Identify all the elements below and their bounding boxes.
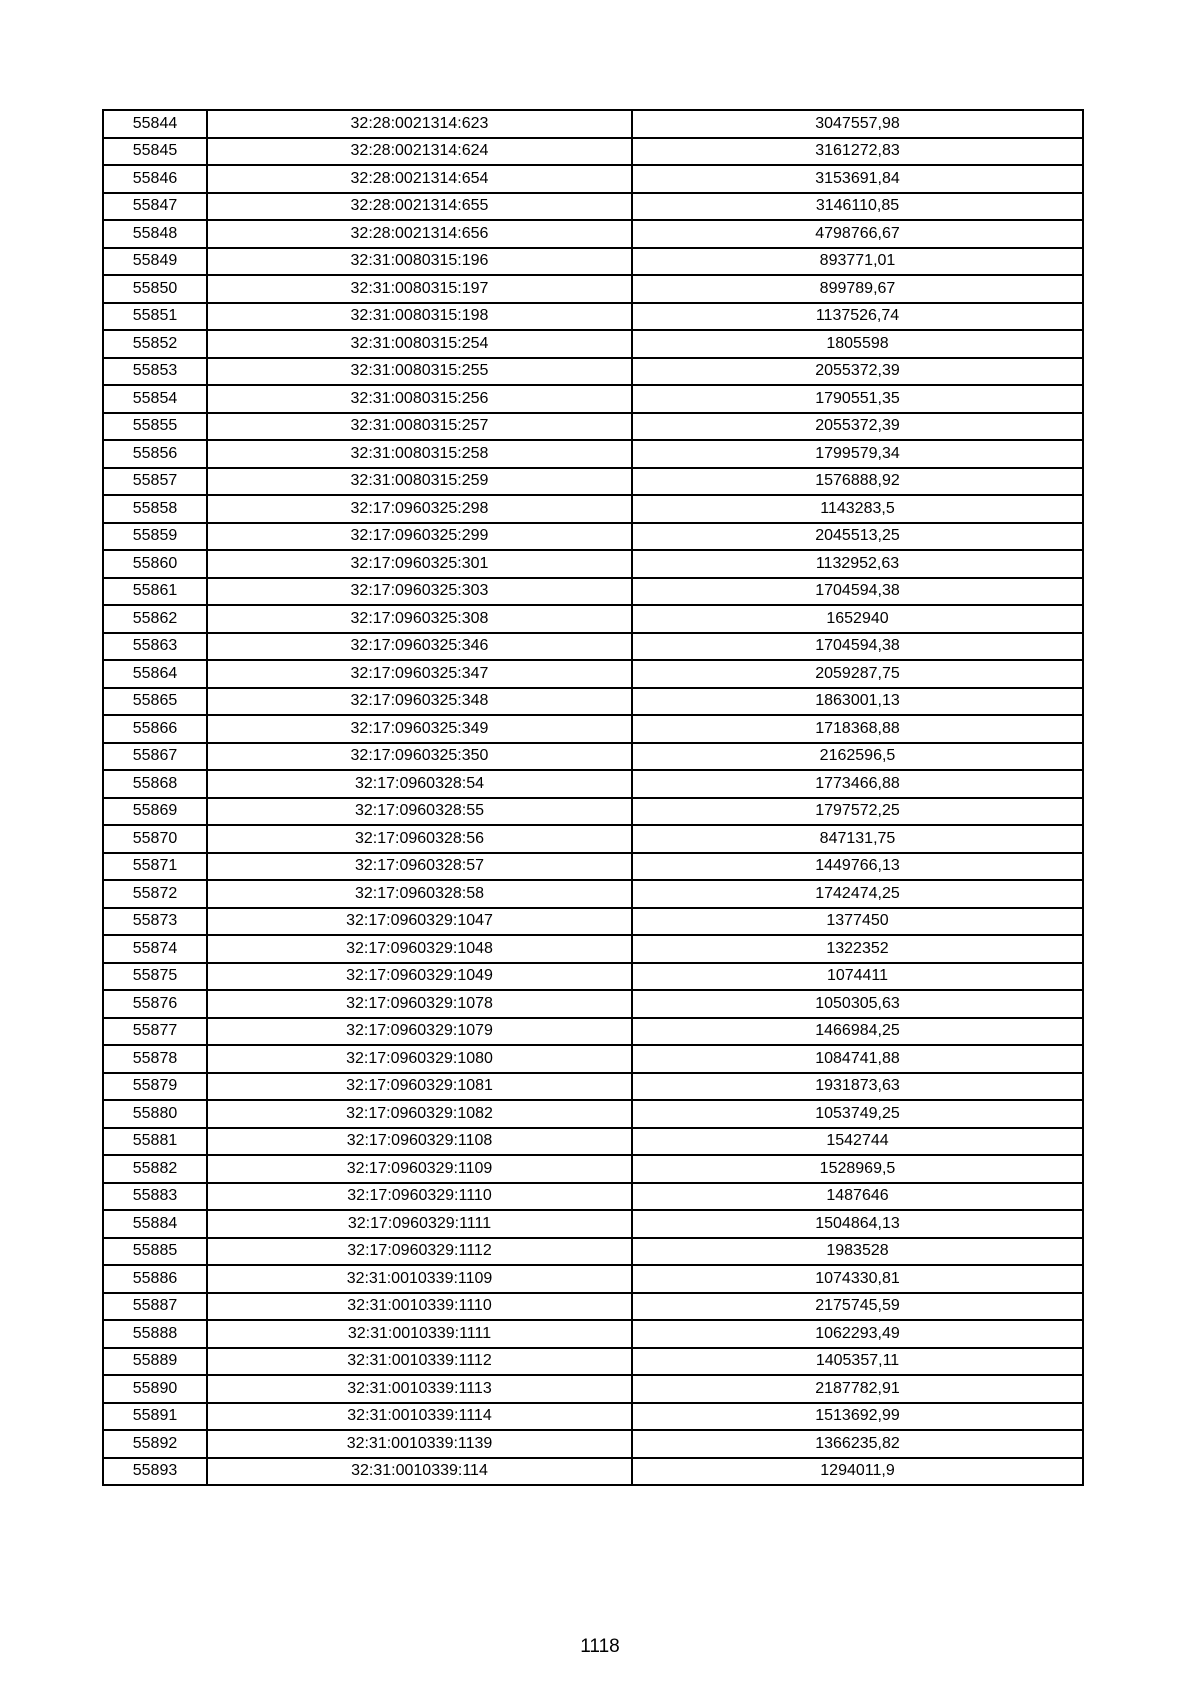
- cadastral-value-cell: 3153691,84: [632, 165, 1083, 193]
- row-number-cell: 55851: [103, 303, 207, 331]
- table-row: [103, 1265, 1083, 1293]
- row-number-cell: 55891: [103, 1403, 207, 1431]
- cadastral-value-cell: 1513692,99: [632, 1403, 1083, 1431]
- table-row: [103, 990, 1083, 1018]
- row-number-cell: 55846: [103, 165, 207, 193]
- row-number-cell: 55859: [103, 523, 207, 551]
- row-number-cell: 55863: [103, 633, 207, 661]
- cadastral-number-cell: 32:17:0960329:1047: [207, 908, 632, 936]
- cadastral-number-cell: 32:17:0960328:56: [207, 825, 632, 853]
- table-row: [103, 1073, 1083, 1101]
- cadastral-number-cell: 32:17:0960329:1109: [207, 1155, 632, 1183]
- table-row: [103, 853, 1083, 881]
- row-number-cell: 55856: [103, 440, 207, 468]
- cadastral-number-cell: 32:17:0960328:57: [207, 853, 632, 881]
- cadastral-number-cell: 32:17:0960325:349: [207, 715, 632, 743]
- cadastral-number-cell: 32:17:0960329:1082: [207, 1100, 632, 1128]
- cadastral-number-cell: 32:17:0960328:58: [207, 880, 632, 908]
- cadastral-number-cell: 32:31:0080315:198: [207, 303, 632, 331]
- cadastral-number-cell: 32:17:0960329:1080: [207, 1045, 632, 1073]
- table-row: [103, 193, 1083, 221]
- row-number-cell: 55845: [103, 138, 207, 166]
- table-row: [103, 825, 1083, 853]
- cadastral-number-cell: 32:31:0080315:254: [207, 330, 632, 358]
- cadastral-value-cell: 1773466,88: [632, 770, 1083, 798]
- row-number-cell: 55855: [103, 413, 207, 441]
- row-number-cell: 55844: [103, 110, 207, 138]
- table-row: [103, 1183, 1083, 1211]
- table-row: [103, 413, 1083, 441]
- cadastral-value-cell: 1449766,13: [632, 853, 1083, 881]
- cadastral-value-cell: 2162596,5: [632, 743, 1083, 771]
- table-row: [103, 440, 1083, 468]
- cadastral-number-cell: 32:28:0021314:623: [207, 110, 632, 138]
- table-row: [103, 1375, 1083, 1403]
- cadastral-value-cell: 1366235,82: [632, 1430, 1083, 1458]
- cadastral-value-cell: 3047557,98: [632, 110, 1083, 138]
- cadastral-number-cell: 32:31:0010339:1111: [207, 1320, 632, 1348]
- cadastral-number-cell: 32:31:0010339:114: [207, 1458, 632, 1486]
- row-number-cell: 55848: [103, 220, 207, 248]
- cadastral-value-cell: 2059287,75: [632, 660, 1083, 688]
- cadastral-value-cell: 893771,01: [632, 248, 1083, 276]
- cadastral-value-cell: 1576888,92: [632, 468, 1083, 496]
- row-number-cell: 55892: [103, 1430, 207, 1458]
- cadastral-number-cell: 32:17:0960325:301: [207, 550, 632, 578]
- table-row: [103, 330, 1083, 358]
- row-number-cell: 55887: [103, 1293, 207, 1321]
- cadastral-value-cell: 1931873,63: [632, 1073, 1083, 1101]
- cadastral-number-cell: 32:31:0080315:259: [207, 468, 632, 496]
- cadastral-number-cell: 32:17:0960325:298: [207, 495, 632, 523]
- cadastral-value-cell: 1143283,5: [632, 495, 1083, 523]
- cadastral-value-cell: 1790551,35: [632, 385, 1083, 413]
- row-number-cell: 55889: [103, 1348, 207, 1376]
- table-row: [103, 248, 1083, 276]
- table-row: [103, 165, 1083, 193]
- cadastral-value-cell: 1704594,38: [632, 578, 1083, 606]
- cadastral-value-cell: 1137526,74: [632, 303, 1083, 331]
- cadastral-value-cell: 1294011,9: [632, 1458, 1083, 1486]
- row-number-cell: 55878: [103, 1045, 207, 1073]
- cadastral-value-cell: 2187782,91: [632, 1375, 1083, 1403]
- cadastral-number-cell: 32:17:0960329:1111: [207, 1210, 632, 1238]
- table-row: [103, 1018, 1083, 1046]
- row-number-cell: 55888: [103, 1320, 207, 1348]
- cadastral-value-table: [102, 109, 1084, 1486]
- cadastral-number-cell: 32:17:0960328:54: [207, 770, 632, 798]
- cadastral-number-cell: 32:17:0960329:1078: [207, 990, 632, 1018]
- table-body: [103, 110, 1083, 1485]
- cadastral-number-cell: 32:17:0960329:1079: [207, 1018, 632, 1046]
- row-number-cell: 55867: [103, 743, 207, 771]
- row-number-cell: 55868: [103, 770, 207, 798]
- cadastral-value-cell: 1050305,63: [632, 990, 1083, 1018]
- table-row: [103, 880, 1083, 908]
- row-number-cell: 55884: [103, 1210, 207, 1238]
- row-number-cell: 55879: [103, 1073, 207, 1101]
- cadastral-value-cell: 1797572,25: [632, 798, 1083, 826]
- table-row: [103, 770, 1083, 798]
- table-row: [103, 1128, 1083, 1156]
- page-number: 1118: [580, 1636, 620, 1657]
- row-number-cell: 55890: [103, 1375, 207, 1403]
- cadastral-number-cell: 32:17:0960325:347: [207, 660, 632, 688]
- cadastral-value-cell: 1742474,25: [632, 880, 1083, 908]
- cadastral-number-cell: 32:17:0960328:55: [207, 798, 632, 826]
- cadastral-number-cell: 32:28:0021314:656: [207, 220, 632, 248]
- cadastral-number-cell: 32:17:0960325:308: [207, 605, 632, 633]
- cadastral-number-cell: 32:17:0960325:348: [207, 688, 632, 716]
- table-row: [103, 1155, 1083, 1183]
- cadastral-value-cell: 1805598: [632, 330, 1083, 358]
- cadastral-number-cell: 32:28:0021314:655: [207, 193, 632, 221]
- cadastral-number-cell: 32:31:0080315:196: [207, 248, 632, 276]
- cadastral-value-cell: 1053749,25: [632, 1100, 1083, 1128]
- cadastral-value-cell: 1487646: [632, 1183, 1083, 1211]
- row-number-cell: 55865: [103, 688, 207, 716]
- cadastral-number-cell: 32:17:0960329:1112: [207, 1238, 632, 1266]
- cadastral-value-cell: 1718368,88: [632, 715, 1083, 743]
- row-number-cell: 55866: [103, 715, 207, 743]
- cadastral-value-cell: 1983528: [632, 1238, 1083, 1266]
- cadastral-value-cell: 1074411: [632, 963, 1083, 991]
- cadastral-value-cell: 3146110,85: [632, 193, 1083, 221]
- cadastral-value-cell: 899789,67: [632, 275, 1083, 303]
- table-row: [103, 798, 1083, 826]
- row-number-cell: 55885: [103, 1238, 207, 1266]
- cadastral-number-cell: 32:17:0960329:1081: [207, 1073, 632, 1101]
- cadastral-number-cell: 32:31:0010339:1113: [207, 1375, 632, 1403]
- cadastral-number-cell: 32:31:0080315:197: [207, 275, 632, 303]
- row-number-cell: 55849: [103, 248, 207, 276]
- row-number-cell: 55873: [103, 908, 207, 936]
- table-row: [103, 468, 1083, 496]
- cadastral-value-cell: 3161272,83: [632, 138, 1083, 166]
- row-number-cell: 55893: [103, 1458, 207, 1486]
- table-row: [103, 1348, 1083, 1376]
- row-number-cell: 55862: [103, 605, 207, 633]
- cadastral-value-cell: 2055372,39: [632, 413, 1083, 441]
- cadastral-value-cell: 1528969,5: [632, 1155, 1083, 1183]
- cadastral-value-cell: 1542744: [632, 1128, 1083, 1156]
- table-row: [103, 633, 1083, 661]
- row-number-cell: 55872: [103, 880, 207, 908]
- table-row: [103, 220, 1083, 248]
- cadastral-number-cell: 32:31:0010339:1114: [207, 1403, 632, 1431]
- table-row: [103, 1045, 1083, 1073]
- table-row: [103, 743, 1083, 771]
- table-row: [103, 908, 1083, 936]
- cadastral-number-cell: 32:31:0080315:256: [207, 385, 632, 413]
- cadastral-number-cell: 32:31:0080315:257: [207, 413, 632, 441]
- cadastral-value-cell: 1504864,13: [632, 1210, 1083, 1238]
- table-row: [103, 495, 1083, 523]
- row-number-cell: 55857: [103, 468, 207, 496]
- row-number-cell: 55858: [103, 495, 207, 523]
- table-row: [103, 963, 1083, 991]
- table-row: [103, 1100, 1083, 1128]
- cadastral-number-cell: 32:31:0010339:1112: [207, 1348, 632, 1376]
- row-number-cell: 55847: [103, 193, 207, 221]
- cadastral-value-cell: 2045513,25: [632, 523, 1083, 551]
- row-number-cell: 55874: [103, 935, 207, 963]
- row-number-cell: 55882: [103, 1155, 207, 1183]
- table-row: [103, 275, 1083, 303]
- cadastral-number-cell: 32:28:0021314:624: [207, 138, 632, 166]
- cadastral-value-cell: 4798766,67: [632, 220, 1083, 248]
- table-row: [103, 578, 1083, 606]
- table-row: [103, 660, 1083, 688]
- row-number-cell: 55869: [103, 798, 207, 826]
- cadastral-value-cell: 1074330,81: [632, 1265, 1083, 1293]
- cadastral-value-cell: 1405357,11: [632, 1348, 1083, 1376]
- table-row: [103, 935, 1083, 963]
- cadastral-number-cell: 32:17:0960325:350: [207, 743, 632, 771]
- row-number-cell: 55886: [103, 1265, 207, 1293]
- table-row: [103, 715, 1083, 743]
- cadastral-value-cell: 1377450: [632, 908, 1083, 936]
- table-row: [103, 523, 1083, 551]
- table-row: [103, 1293, 1083, 1321]
- table-row: [103, 385, 1083, 413]
- table-row: [103, 605, 1083, 633]
- cadastral-number-cell: 32:17:0960325:303: [207, 578, 632, 606]
- table-row: [103, 138, 1083, 166]
- cadastral-value-cell: 1652940: [632, 605, 1083, 633]
- row-number-cell: 55877: [103, 1018, 207, 1046]
- table-row: [103, 358, 1083, 386]
- cadastral-number-cell: 32:31:0080315:255: [207, 358, 632, 386]
- row-number-cell: 55860: [103, 550, 207, 578]
- row-number-cell: 55875: [103, 963, 207, 991]
- row-number-cell: 55850: [103, 275, 207, 303]
- table-row: [103, 1403, 1083, 1431]
- cadastral-number-cell: 32:28:0021314:654: [207, 165, 632, 193]
- cadastral-value-cell: 1466984,25: [632, 1018, 1083, 1046]
- row-number-cell: 55883: [103, 1183, 207, 1211]
- cadastral-value-cell: 1322352: [632, 935, 1083, 963]
- row-number-cell: 55876: [103, 990, 207, 1018]
- table-row: [103, 1238, 1083, 1266]
- row-number-cell: 55881: [103, 1128, 207, 1156]
- cadastral-number-cell: 32:17:0960329:1049: [207, 963, 632, 991]
- cadastral-value-cell: 1062293,49: [632, 1320, 1083, 1348]
- table-row: [103, 1458, 1083, 1486]
- row-number-cell: 55870: [103, 825, 207, 853]
- cadastral-value-cell: 847131,75: [632, 825, 1083, 853]
- cadastral-value-cell: 1704594,38: [632, 633, 1083, 661]
- table-row: [103, 688, 1083, 716]
- row-number-cell: 55852: [103, 330, 207, 358]
- table-row: [103, 110, 1083, 138]
- row-number-cell: 55871: [103, 853, 207, 881]
- row-number-cell: 55853: [103, 358, 207, 386]
- cadastral-number-cell: 32:17:0960329:1110: [207, 1183, 632, 1211]
- cadastral-number-cell: 32:17:0960325:299: [207, 523, 632, 551]
- cadastral-number-cell: 32:31:0010339:1139: [207, 1430, 632, 1458]
- table-row: [103, 550, 1083, 578]
- cadastral-value-cell: 2175745,59: [632, 1293, 1083, 1321]
- cadastral-number-cell: 32:17:0960325:346: [207, 633, 632, 661]
- row-number-cell: 55864: [103, 660, 207, 688]
- table-row: [103, 1430, 1083, 1458]
- cadastral-number-cell: 32:31:0080315:258: [207, 440, 632, 468]
- cadastral-number-cell: 32:17:0960329:1108: [207, 1128, 632, 1156]
- cadastral-number-cell: 32:31:0010339:1109: [207, 1265, 632, 1293]
- row-number-cell: 55880: [103, 1100, 207, 1128]
- cadastral-value-cell: 1132952,63: [632, 550, 1083, 578]
- cadastral-value-cell: 1863001,13: [632, 688, 1083, 716]
- cadastral-number-cell: 32:17:0960329:1048: [207, 935, 632, 963]
- cadastral-value-cell: 2055372,39: [632, 358, 1083, 386]
- cadastral-number-cell: 32:31:0010339:1110: [207, 1293, 632, 1321]
- cadastral-value-cell: 1799579,34: [632, 440, 1083, 468]
- row-number-cell: 55854: [103, 385, 207, 413]
- row-number-cell: 55861: [103, 578, 207, 606]
- table-row: [103, 1210, 1083, 1238]
- table-row: [103, 1320, 1083, 1348]
- cadastral-value-cell: 1084741,88: [632, 1045, 1083, 1073]
- table-row: [103, 303, 1083, 331]
